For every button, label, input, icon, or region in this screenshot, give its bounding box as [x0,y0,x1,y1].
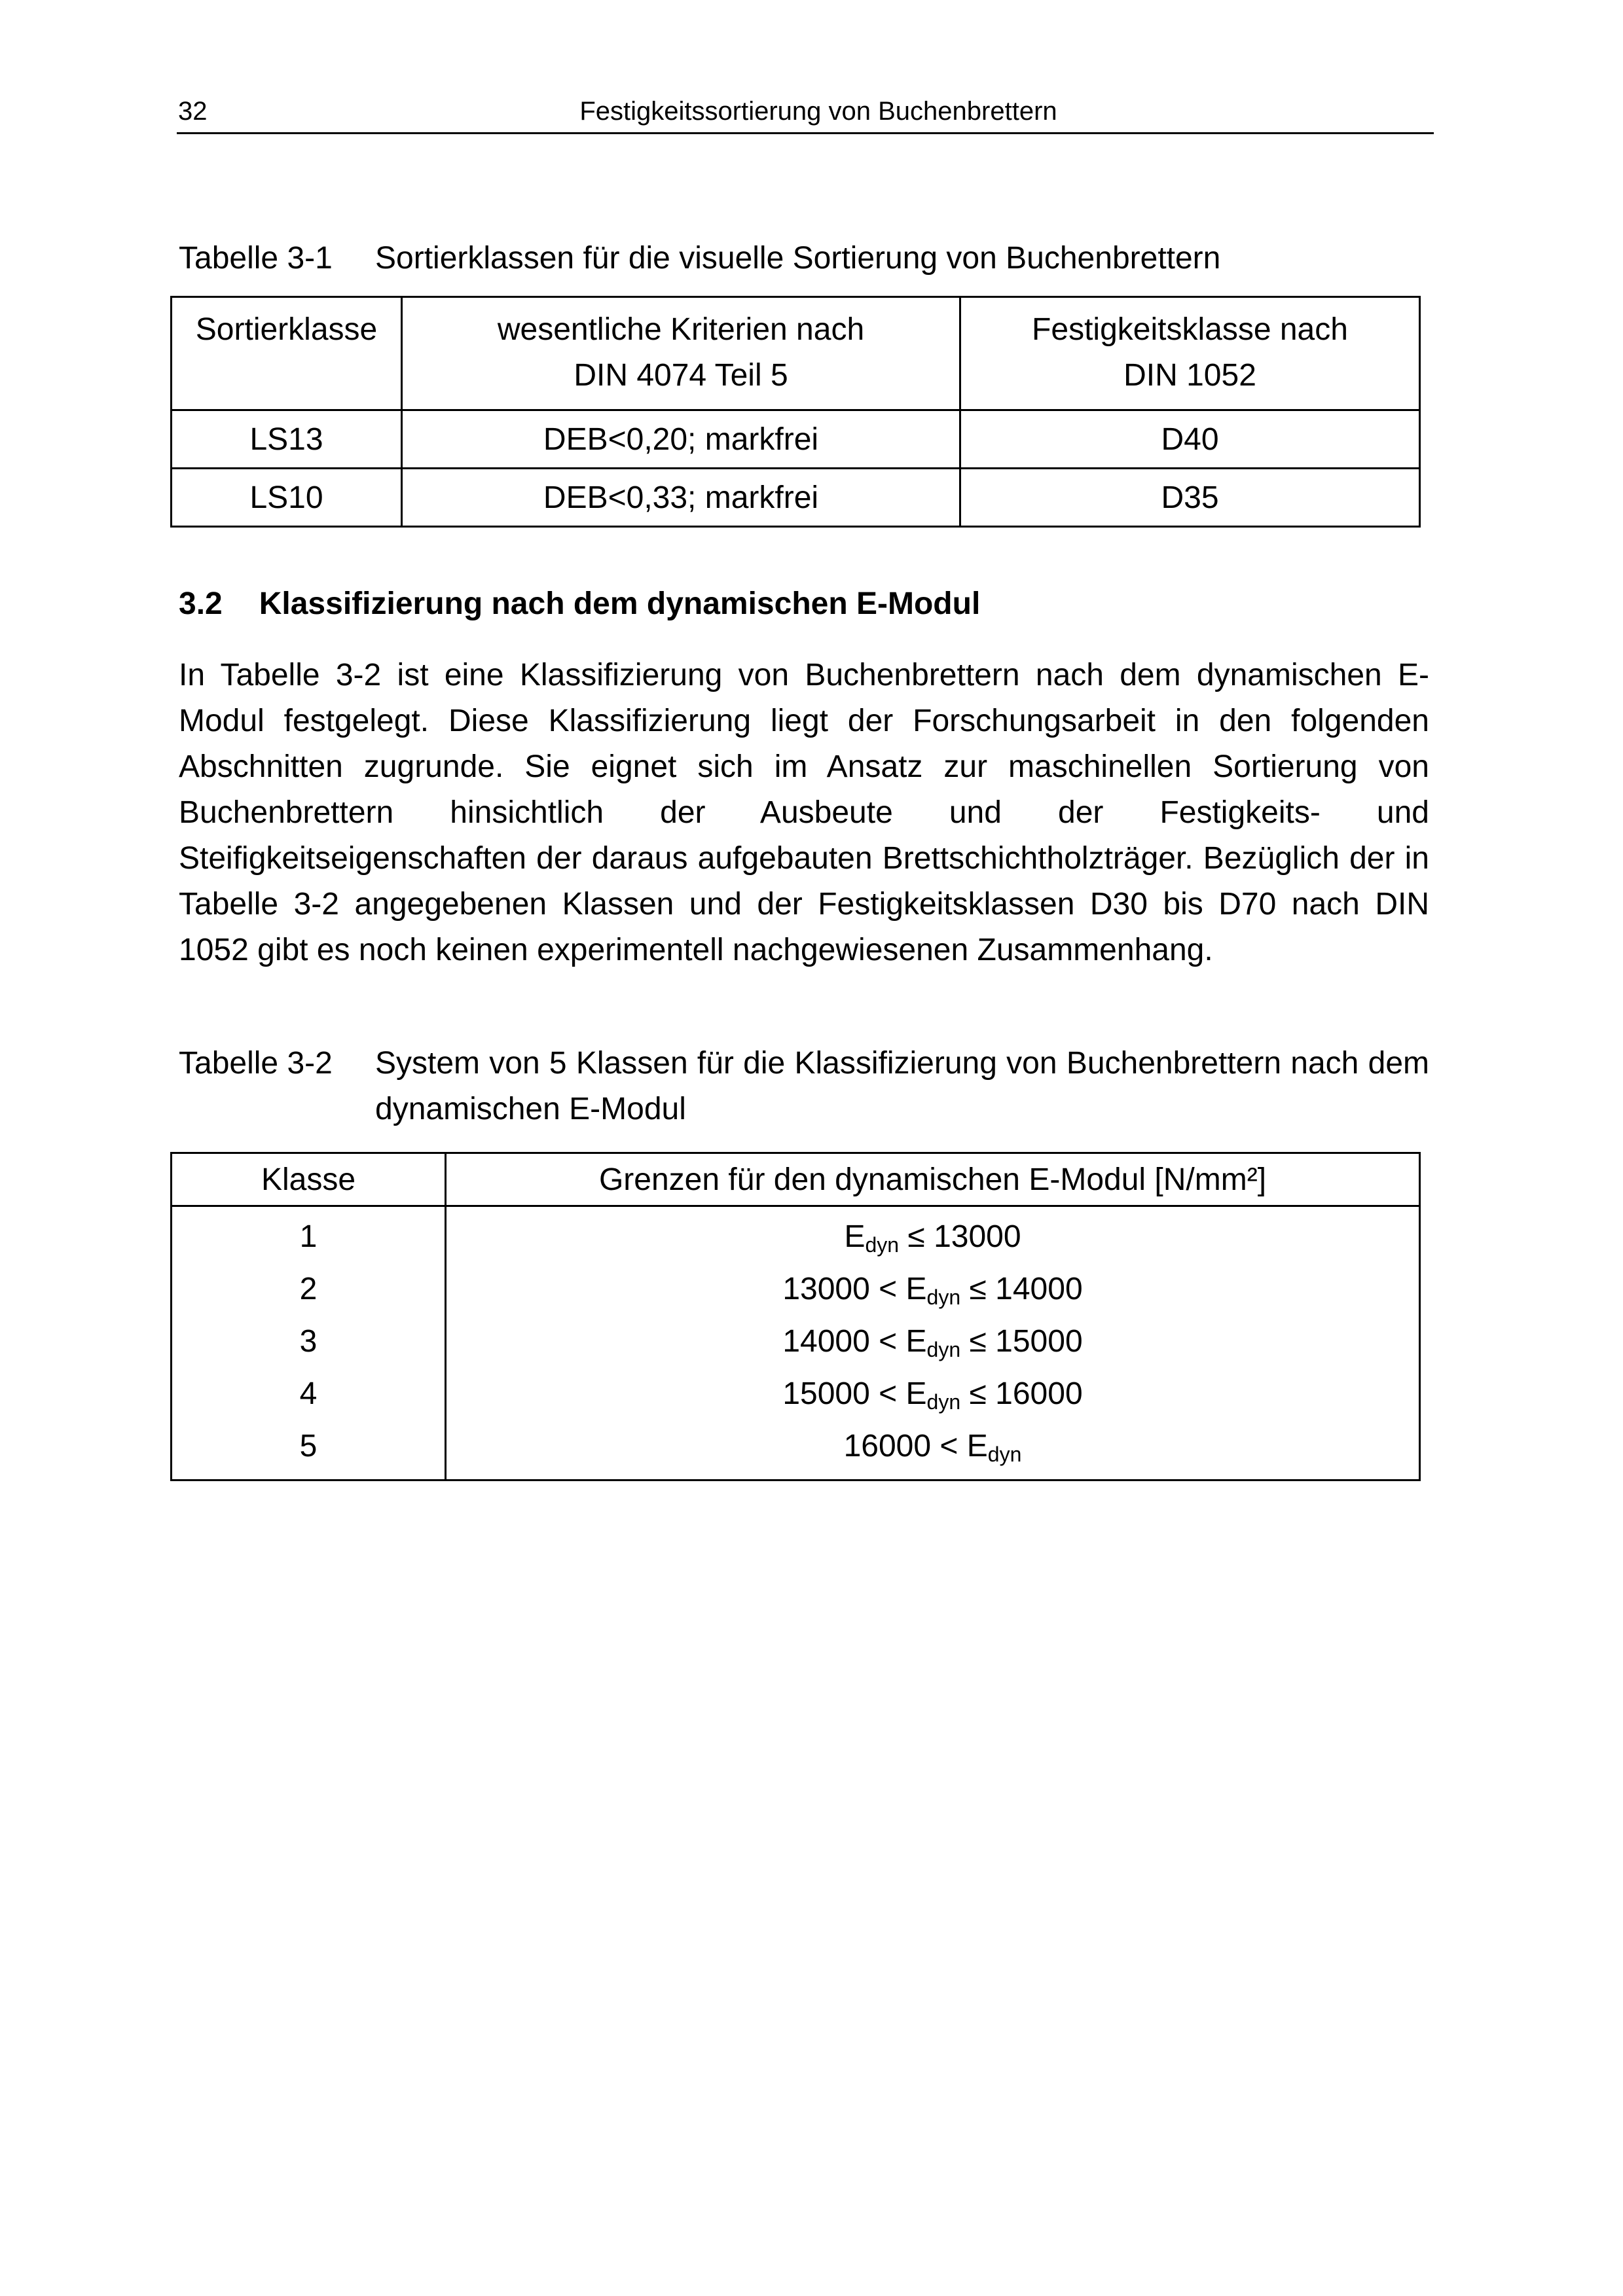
grenzen-value [447,1368,1419,1420]
header-line: DIN 1052 [1123,358,1256,393]
table-cell: DEB<0,33; markfrei [402,469,960,527]
dyn-subscript: dyn [987,1443,1022,1466]
range-suffix: ≤ 16000 [960,1376,1083,1411]
klasse-value: 2 [299,1272,318,1306]
table-cell: LS13 [172,410,402,469]
e-symbol: E [905,1272,927,1306]
table-row [172,469,1420,527]
klasse-value: 1 [299,1219,318,1254]
e-symbol: E [844,1219,866,1254]
section-heading [179,586,980,622]
header-line: Festigkeitsklasse nach [1032,312,1348,347]
e-symbol: E [966,1429,988,1463]
grenzen-column [446,1206,1420,1480]
table-row [172,410,1420,469]
table-cell: D35 [960,469,1420,527]
klasse-column [172,1206,446,1480]
table2-caption [179,1041,1429,1132]
header-line: DIN 4074 Teil 5 [574,358,788,393]
table1-caption-text: Sortierklassen für die visuelle Sortierung von Buchenbrettern [375,241,1221,276]
range-suffix: ≤ 13000 [899,1219,1021,1254]
table-cell: LS10 [172,469,402,527]
grenzen-value [447,1211,1419,1263]
table-cell: DEB<0,20; markfrei [402,410,960,469]
table2-header-row [172,1153,1420,1206]
grenzen-value [447,1316,1419,1368]
section-number: 3.2 [179,586,223,621]
table1-header-row [172,297,1420,410]
running-title: Festigkeitssortierung von Buchenbrettern [579,97,1057,126]
table2 [170,1152,1421,1481]
klasse-value: 5 [299,1429,318,1463]
klasse-value: 3 [299,1324,318,1359]
section-title: Klassifizierung nach dem dynamischen E-Modul [259,586,981,621]
table1 [170,296,1421,528]
table1-header-cell [960,297,1420,410]
body-paragraph: In Tabelle 3-2 ist eine Klassifizierung von Buchenbrettern nach dem dynamischen E-Modul festgelegt. Diese Klassifizierung liegt der Forschungsarbeit in den folgenden Abschnitten zugrunde. Sie eignet sich im Ansatz zur maschinellen Sortierung von Buchenbrettern hinsichtlich der Ausbeute und der Festigkeits- und Steifigkeitseigenschaften der daraus aufgebauten Brettschichtholzträger. Bezüglich der in Tabelle 3-2 angegebenen Klassen und der Festigkeitsklassen D30 bis D70 nach DIN 1052 gibt es noch keinen experimentell nachgewiesenen Zusammenhang. [179,658,1429,967]
table2-header-cell: Grenzen für den dynamischen E-Modul [N/mm²] [446,1153,1420,1206]
dyn-subscript: dyn [926,1390,961,1414]
table1-caption [179,236,1429,281]
range-prefix: 14000 < [782,1324,906,1359]
table2-header-cell: Klasse [172,1153,446,1206]
grenzen-value [447,1420,1419,1473]
range-suffix: ≤ 14000 [960,1272,1083,1306]
table2-caption-text: System von 5 Klassen für die Klassifizierung von Buchenbrettern nach dem dynamischen E-Modul [375,1046,1429,1126]
range-prefix: 15000 < [782,1376,906,1411]
range-suffix: ≤ 15000 [960,1324,1083,1359]
page-number: 32 [178,97,208,126]
range-prefix: 16000 < [843,1429,967,1463]
grenzen-value [447,1263,1419,1316]
table2-caption-label: Tabelle 3-2 [179,1046,333,1081]
table1-caption-label: Tabelle 3-1 [179,241,333,276]
table2-body [172,1206,1420,1480]
dyn-subscript: dyn [926,1338,961,1361]
header-line: Sortierklasse [195,312,378,347]
klasse-value: 4 [299,1376,318,1411]
e-symbol: E [905,1376,927,1411]
range-prefix: 13000 < [782,1272,906,1306]
dyn-subscript: dyn [926,1285,961,1309]
e-symbol: E [905,1324,927,1359]
table1-header-cell [172,297,402,410]
running-header [177,92,1434,134]
table1-header-cell [402,297,960,410]
dyn-subscript: dyn [865,1233,900,1257]
header-line: wesentliche Kriterien nach [497,312,865,347]
table-cell: D40 [960,410,1420,469]
